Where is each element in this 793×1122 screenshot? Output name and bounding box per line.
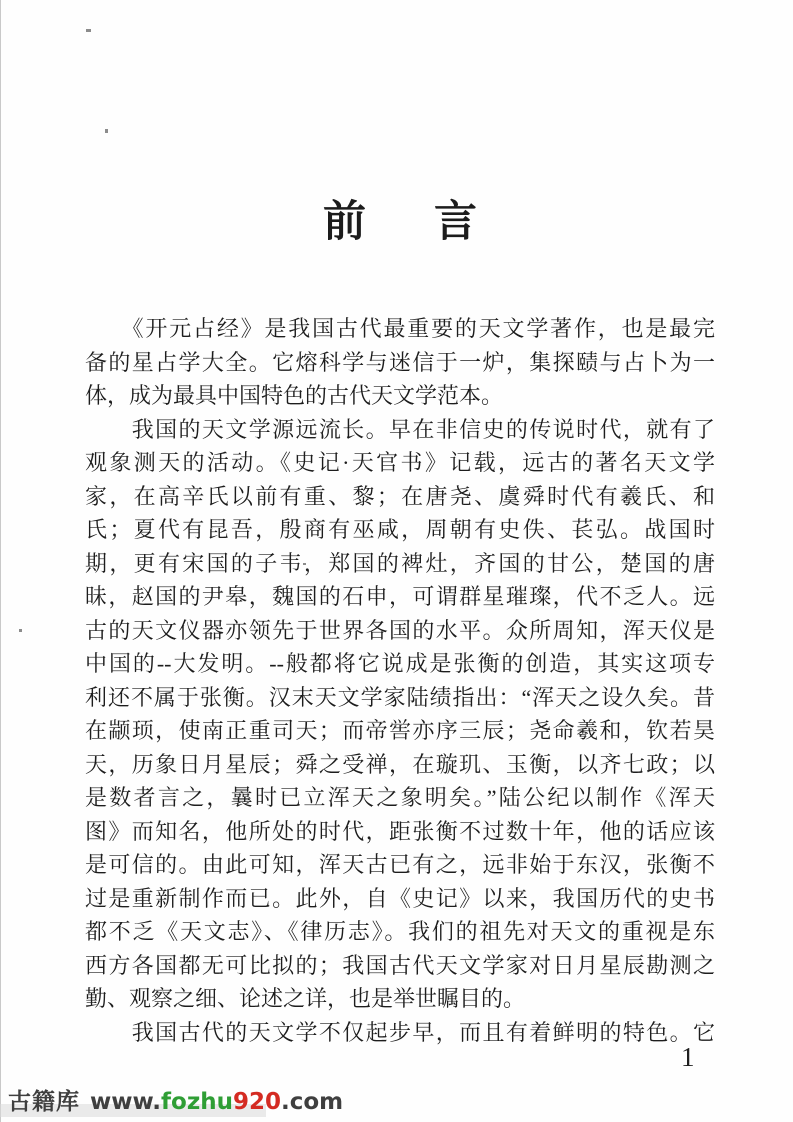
- scan-speck: [105, 129, 108, 133]
- text-line: 都不乏《天文志》、《律历志》。我们的祖先对天文的重视是东: [85, 919, 715, 944]
- watermark-url-part: www.: [90, 1089, 162, 1115]
- watermark-url: [90, 1089, 343, 1115]
- text-line: 中国的--大发明。--般都将它说成是张衡的创造，其实这项专: [85, 651, 715, 676]
- text-line: 利还不属于张衡。汉末天文学家陆绩指出：“浑天之设久矣。昔: [85, 684, 715, 710]
- page-title: [85, 188, 715, 249]
- text-line: 是数者言之，曩时已立浑天之象明矣。”陆公纪以制作《浑天: [85, 785, 715, 810]
- text-line: 在颛顼，使南正重司天；而帝喾亦序三辰；尧命羲和，钦若昊: [85, 718, 715, 743]
- text-line: 过是重新制作而已。此外，自《史记》以来，我国历代的史书: [85, 885, 715, 911]
- watermark-url-part: fozhu: [161, 1089, 233, 1115]
- watermark-url-part: .com: [280, 1089, 344, 1115]
- text-line: 昧，赵国的尹皋，魏国的石申，可谓群星璀璨，代不乏人。远: [85, 584, 715, 609]
- text-line: 观象测天的活动。《史记·天官书》记载，远古的著名天文学: [85, 450, 715, 475]
- scan-speck: [19, 629, 22, 632]
- text-line: 期，更有宋国的子韦，郑国的裨灶，齐国的甘公，楚国的唐: [85, 550, 715, 576]
- watermark: [8, 1083, 343, 1116]
- scan-edge-line: [0, 0, 1, 1122]
- watermark-site-name: 古籍库: [8, 1089, 80, 1115]
- page-title-char: 言: [434, 199, 477, 246]
- text-line: 勤、观察之细、论述之详，也是举世瞩目的。: [85, 986, 526, 1011]
- text-line: 我国的天文学源远流长。早在非信史的传说时代，就有了: [85, 416, 715, 442]
- text-line: 备的星占学大全。它熔科学与迷信于一炉，集探赜与占卜为一: [85, 349, 715, 375]
- text-line: 氏；夏代有昆吾，殷商有巫咸，周朝有史佚、苌弘。战国时: [85, 517, 715, 542]
- text-line: 我国古代的天文学不仅起步早，而且有着鲜明的特色。它: [85, 1019, 715, 1045]
- text-line: 家，在高辛氏以前有重、黎；在唐尧、虞舜时代有羲氏、和: [85, 483, 715, 509]
- watermark-url-part: 920: [232, 1089, 281, 1115]
- text-line: 古的天文仪器亦领先于世界各国的水平。众所周知，浑天仪是: [85, 617, 715, 643]
- text-line: 体，成为最具中国特色的古代天文学范本。: [85, 383, 504, 408]
- text-line: 西方各国都无可比拟的；我国古代天文学家对日月星辰勘测之: [85, 952, 715, 978]
- body-text: [85, 312, 715, 1049]
- scan-speck: [86, 29, 91, 32]
- text-line: 《开元占经》是我国古代最重要的天文学著作，也是最完: [85, 316, 715, 341]
- page-title-char: 前: [323, 199, 366, 246]
- text-line: 图》而知名，他所处的时代，距张衡不过数十年，他的话应该: [85, 818, 715, 844]
- text-line: 天，历象日月星辰；舜之受禅，在璇玑、玉衡，以齐七政；以: [85, 751, 715, 777]
- page-number: 1: [681, 1042, 695, 1072]
- text-line: 是可信的。由此可知，浑天古已有之，远非始于东汉，张衡不: [85, 852, 715, 877]
